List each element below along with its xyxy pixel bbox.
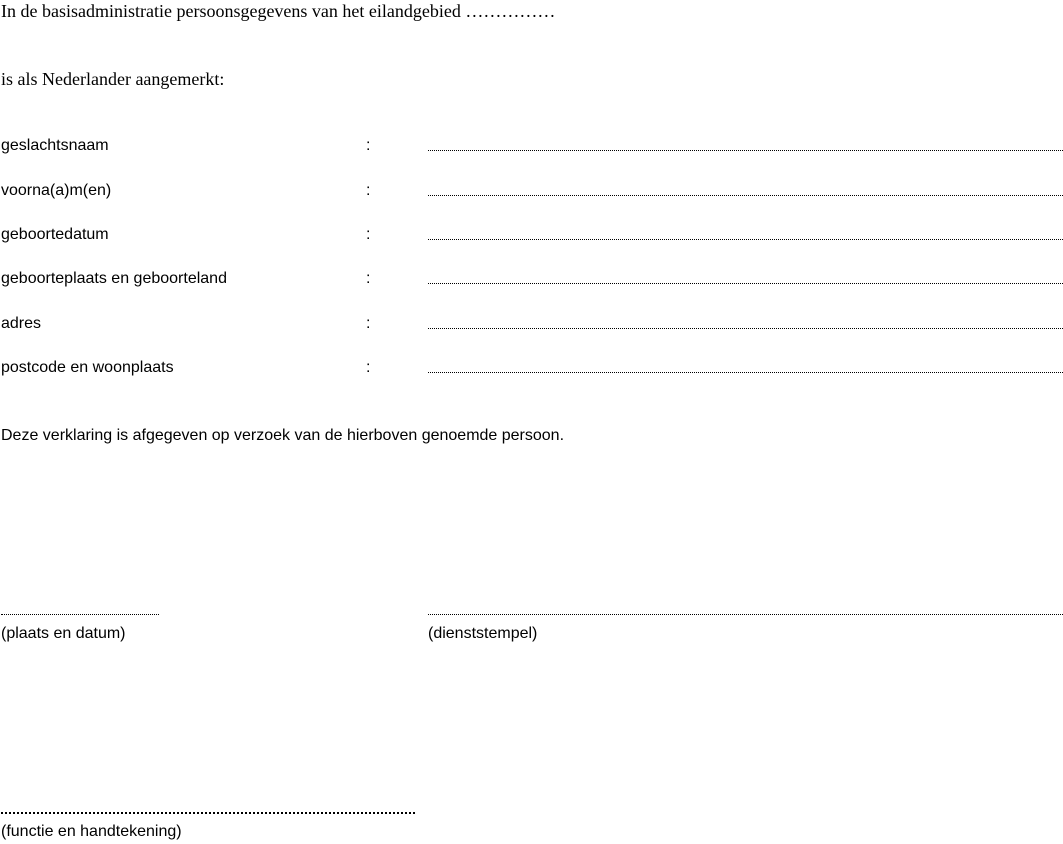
statement-text: Deze verklaring is afgegeven op verzoek van de hierboven genoemde persoon. <box>1 427 565 444</box>
field-label: geboortedatum <box>1 226 109 243</box>
field-separator: : <box>366 182 371 199</box>
field-fill-line[interactable] <box>428 150 1063 151</box>
field-row-adres <box>0 314 1063 336</box>
field-fill-line[interactable] <box>428 328 1063 329</box>
field-label: postcode en woonplaats <box>1 359 174 376</box>
field-fill-line[interactable] <box>428 283 1063 284</box>
field-fill-line[interactable] <box>428 195 1063 196</box>
field-label: geboorteplaats en geboorteland <box>1 270 227 287</box>
field-separator: : <box>366 270 371 287</box>
field-fill-line[interactable] <box>428 372 1063 373</box>
stamp-fill-line[interactable] <box>428 614 1063 615</box>
field-label: voorna(a)m(en) <box>1 182 112 199</box>
field-separator: : <box>366 226 371 243</box>
function-signature-label: (functie en handtekening) <box>1 823 182 840</box>
stamp-label: (dienststempel) <box>428 625 538 642</box>
place-date-label: (plaats en datum) <box>1 625 126 642</box>
field-separator: : <box>366 137 371 154</box>
intro-subline: is als Nederlander aangemerkt: <box>1 69 225 89</box>
field-fill-line[interactable] <box>428 239 1063 240</box>
field-row-geboortedatum <box>0 225 1063 247</box>
field-row-geslachtsnaam <box>0 136 1063 158</box>
field-separator: : <box>366 315 371 332</box>
field-label: adres <box>1 315 42 332</box>
field-separator: : <box>366 359 371 376</box>
field-row-postcode-woonplaats <box>0 358 1063 380</box>
field-label: geslachtsnaam <box>1 137 109 154</box>
function-signature-fill-line[interactable] <box>1 812 415 814</box>
intro-line: In de basisadministratie persoonsgegevens van het eilandgebied …………… <box>1 1 556 21</box>
field-row-voornamen <box>0 181 1063 203</box>
place-date-fill-line[interactable] <box>1 614 159 615</box>
field-row-geboorteplaats <box>0 269 1063 291</box>
